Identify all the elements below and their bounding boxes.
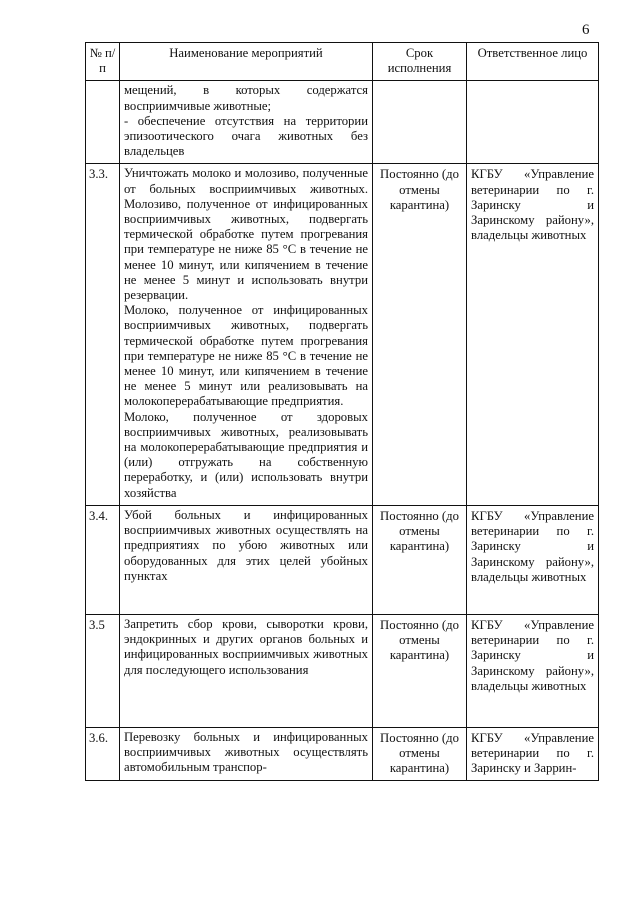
measure-paragraph: мещений, в которых содержатся восприимчивые животные; [124, 83, 368, 113]
measure-paragraph: Молоко, полученное от инфицированных восприимчивых животных, подвергать термической обработке путем прогревания при температуре не ниже 85 °С в течение не менее 10 минут, или кипячением в течение не менее 5 минут или реализовывать на молокоперерабатывающие предприятия. [124, 303, 368, 409]
table-body [86, 81, 599, 780]
deadline: Постоянно (до отмены карантина) [373, 505, 467, 614]
responsible-person: КГБУ «Управление ветеринарии по г. Заринску и Заринскому району», владельцы животных [467, 505, 599, 614]
deadline: Постоянно (до отмены карантина) [373, 727, 467, 780]
responsible-person: КГБУ «Управление ветеринарии по г. Заринску и Заррин- [467, 727, 599, 780]
measures-table [85, 42, 599, 781]
row-number: 3.5 [86, 614, 120, 727]
header-term: Срок исполнения [373, 43, 467, 81]
table-row [86, 505, 599, 614]
table-header-row [86, 43, 599, 81]
page-number: 6 [582, 22, 590, 38]
measure-paragraph: - обеспечение отсутствия на территории эпизоотического очага животных без владельцев [124, 113, 368, 159]
table-row [86, 727, 599, 780]
deadline: Постоянно (до отмены карантина) [373, 164, 467, 505]
responsible-person: КГБУ «Управление ветеринарии по г. Заринску и Заринскому району», владельцы животных [467, 614, 599, 727]
header-responsible: Ответственное лицо [467, 43, 599, 81]
deadline [373, 81, 467, 164]
measure-description [120, 505, 373, 614]
row-number [86, 81, 120, 164]
measure-paragraph: Молоко, полученное от здоровых восприимчивых животных, реализовывать на молокоперерабатывающие предприятия и (или) отгружать на собственную переработку, и (или) использовать внутри хозяйства [124, 409, 368, 500]
measure-description [120, 614, 373, 727]
measure-paragraph: Перевозку больных и инфицированных восприимчивых животных осуществлять автомобильным транспор- [124, 729, 368, 775]
row-number: 3.3. [86, 164, 120, 505]
responsible-person: КГБУ «Управление ветеринарии по г. Заринску и Заринскому району», владельцы животных [467, 164, 599, 505]
header-num: № п/п [86, 43, 120, 81]
deadline: Постоянно (до отмены карантина) [373, 614, 467, 727]
measure-description [120, 164, 373, 505]
table-row [86, 614, 599, 727]
measure-paragraph: Запретить сбор крови, сыворотки крови, эндокринных и других органов больных и инфицированных восприимчивых животных для последующего использования [124, 616, 368, 677]
header-name: Наименование мероприятий [120, 43, 373, 81]
measure-paragraph: Убой больных и инфицированных восприимчивых животных осуществлять на предприятиях по убою животных или оборудованных для этих целей убойных пунктах [124, 507, 368, 583]
table-row [86, 81, 599, 164]
row-number: 3.4. [86, 505, 120, 614]
measure-description [120, 81, 373, 164]
measure-paragraph: Уничтожать молоко и молозиво, полученные от больных восприимчивых животных. Молозиво, полученное от инфицированных восприимчивых животных, подвергать термической обработке путем прогревания при температуре не ниже 85 °С в течение не менее 10 минут, или кипячением в течение не менее 5 минут и использовать внутри резервации. [124, 166, 368, 303]
table-row [86, 164, 599, 505]
responsible-person [467, 81, 599, 164]
measure-description [120, 727, 373, 780]
row-number: 3.6. [86, 727, 120, 780]
